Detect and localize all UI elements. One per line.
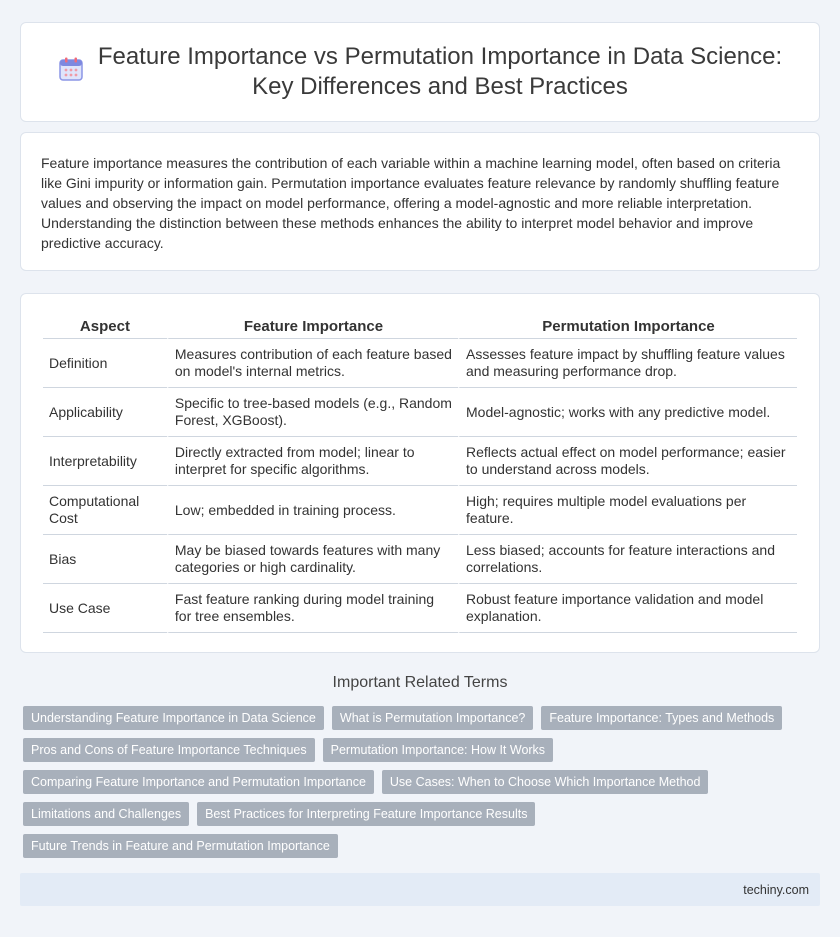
related-term-tag[interactable]: Limitations and Challenges: [23, 802, 189, 826]
permutation-importance-cell: Model-agnostic; works with any predictive model.: [458, 388, 797, 437]
feature-importance-cell: May be biased towards features with many categories or high cardinality.: [167, 535, 458, 584]
footer: [20, 873, 820, 906]
tag-row: [23, 770, 813, 794]
related-term-tag[interactable]: Best Practices for Interpreting Feature Importance Results: [197, 802, 535, 826]
page-title-line-2: Key Differences and Best Practices: [252, 73, 628, 100]
column-header-permutation-importance: Permutation Importance: [458, 316, 797, 339]
related-terms-list: [23, 706, 813, 866]
title-card: [20, 22, 820, 122]
tag-row: [23, 738, 813, 762]
tag-row: [23, 706, 813, 730]
permutation-importance-cell: Reflects actual effect on model performance; easier to understand across models.: [458, 437, 797, 486]
feature-importance-cell: Fast feature ranking during model training for tree ensembles.: [167, 584, 458, 633]
table-row: [43, 437, 797, 486]
table-row: [43, 486, 797, 535]
column-header-feature-importance: Feature Importance: [167, 316, 458, 339]
feature-importance-cell: Directly extracted from model; linear to interpret for specific algorithms.: [167, 437, 458, 486]
aspect-cell: Definition: [43, 339, 167, 388]
comparison-table: [43, 316, 797, 633]
page-title-line-1: Feature Importance vs Permutation Importance in Data Science:: [97, 43, 783, 70]
related-terms-heading: Important Related Terms: [332, 674, 508, 691]
feature-importance-cell: Measures contribution of each feature based on model's internal metrics.: [167, 339, 458, 388]
related-term-tag[interactable]: Future Trends in Feature and Permutation Importance: [23, 834, 338, 858]
page-title: [98, 42, 782, 102]
comparison-table-card: [20, 293, 820, 653]
permutation-importance-cell: Assesses feature impact by shuffling feature values and measuring performance drop.: [458, 339, 797, 388]
feature-importance-cell: Low; embedded in training process.: [167, 486, 458, 535]
permutation-importance-cell: Less biased; accounts for feature interactions and correlations.: [458, 535, 797, 584]
tag-row: [23, 802, 813, 826]
calendar-icon: [58, 56, 84, 82]
column-header-aspect: Aspect: [43, 316, 167, 339]
table-header-row: [43, 316, 797, 339]
tag-row: [23, 834, 813, 858]
aspect-cell: Applicability: [43, 388, 167, 437]
footer-brand-link[interactable]: techiny.com: [743, 882, 809, 897]
table-row: [43, 388, 797, 437]
aspect-cell: Interpretability: [43, 437, 167, 486]
related-term-tag[interactable]: Pros and Cons of Feature Importance Techniques: [23, 738, 315, 762]
table-row: [43, 339, 797, 388]
related-term-tag[interactable]: Comparing Feature Importance and Permutation Importance: [23, 770, 374, 794]
table-row: [43, 535, 797, 584]
aspect-cell: Computational Cost: [43, 486, 167, 535]
intro-card: [20, 132, 820, 271]
permutation-importance-cell: High; requires multiple model evaluations per feature.: [458, 486, 797, 535]
aspect-cell: Bias: [43, 535, 167, 584]
related-term-tag[interactable]: Understanding Feature Importance in Data Science: [23, 706, 324, 730]
feature-importance-cell: Specific to tree-based models (e.g., Random Forest, XGBoost).: [167, 388, 458, 437]
related-term-tag[interactable]: Use Cases: When to Choose Which Importance Method: [382, 770, 709, 794]
intro-paragraph: Feature importance measures the contribution of each variable within a machine learning model, often based on criteria like Gini impurity or information gain. Permutation importance evaluates feature relevance by randomly shuffling feature values and observing the impact on model performance, offering a model-agnostic and more reliable interpretation. Understanding the distinction between these methods enhances the ability to interpret model behavior and improve predictive accuracy.: [41, 155, 781, 251]
aspect-cell: Use Case: [43, 584, 167, 633]
table-row: [43, 584, 797, 633]
permutation-importance-cell: Robust feature importance validation and model explanation.: [458, 584, 797, 633]
related-term-tag[interactable]: What is Permutation Importance?: [332, 706, 534, 730]
related-term-tag[interactable]: Feature Importance: Types and Methods: [541, 706, 782, 730]
related-term-tag[interactable]: Permutation Importance: How It Works: [323, 738, 553, 762]
